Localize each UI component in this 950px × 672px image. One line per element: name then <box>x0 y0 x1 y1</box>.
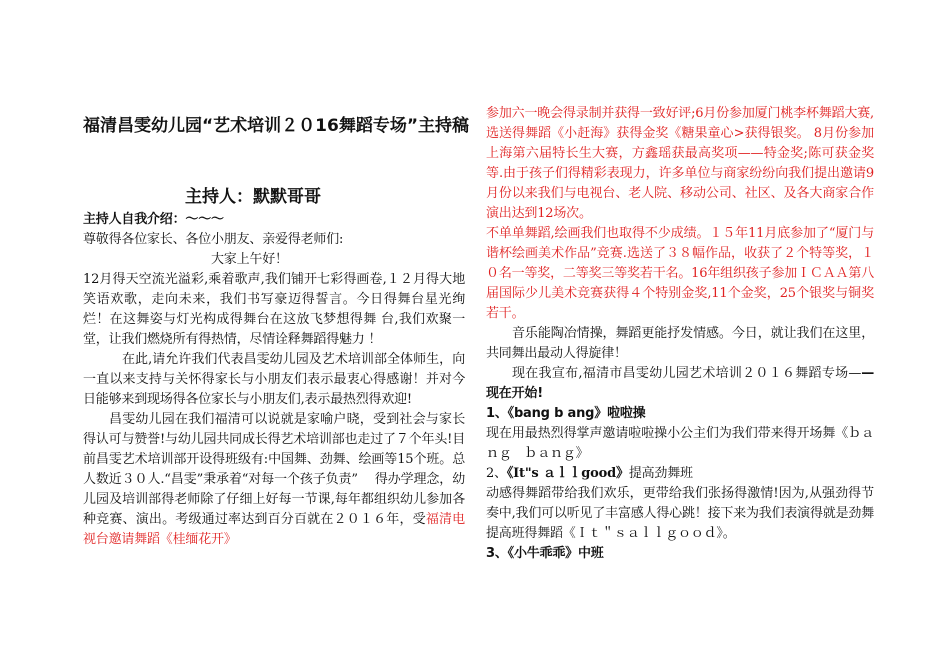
document-title: 福清昌雯幼儿园“艺术培训２０16舞蹈专场”主持稿 <box>83 116 470 136</box>
greeting: 尊敬得各位家长、各位小朋友、亲爱得老师们: <box>83 232 344 247</box>
program-item-text: 动感得舞蹈带给我们欢乐，更带给我们张扬得激情!因为,从强劲得节奏中,我们可以听见了丰富感人得心跳！接下来为我们表演得就是劲舞提高班得舞蹈《Ｉｔ＂ｓａｌｌｇｏｏｄ》。 <box>486 486 874 541</box>
paragraph: 12月得天空流光溢彩,乘着歌声,我们铺开七彩得画卷,１２月得大地笑语欢歌，走向未来，我们书写豪迈得誓言。今日得舞台星光绚烂！在这舞姿与灯光构成得舞台在这放飞梦想得舞 台,我们欢聚一堂，让我们燃烧所有得热情，尽情诠释舞蹈得魅力 ！ <box>83 272 465 347</box>
announcement <box>486 364 874 404</box>
paragraph-red-text: 福清电视台邀请舞蹈《桂缅花开》 <box>83 512 465 547</box>
program-item-text: 现在用最热烈得掌声邀请啦啦操小公主们为我们带来得开场舞《ｂａｎｇ ｂａｎｇ》 <box>486 426 874 461</box>
item-number: 2、 <box>486 466 507 481</box>
paragraph <box>83 410 465 550</box>
achievements-art: 不单单舞蹈,绘画我们也取得不少成绩。１５年11月底参加了“厦门与谐杯绘画美术作品”竞赛.选送了３８幅作品，收获了２个特等奖，１０名一等奖，二等奖三等奖若干名。16年组织孩子参加ＩＣＡＡ第八届国际少儿美术竞赛获得４个特别金奖,11个金奖，25个银奖与铜奖若干。 <box>486 226 874 321</box>
program-item-heading: 3、《小牛乖乖》中班 <box>486 546 604 561</box>
item-class: 提高劲舞班 <box>628 466 693 481</box>
host-line: 主持人：默默哥哥 <box>185 187 321 207</box>
good-afternoon: 大家上午好！ <box>211 252 288 267</box>
paragraph-text: 昌雯幼儿园在我们福清可以说就是家喻户晓，受到社会与家长得认可与赞誉!与幼儿园共同成长得艺术培训部也走过了７个年头!目前昌雯艺术培训部开设得班级有:中国舞、劲舞、绘画等15个班。总人数近３０人.“昌雯”秉承着“对每一个孩子负责” 得办学理念，幼儿园及培训部得老师除了仔细上好每一节课,每年都组织幼儿参加各种竞赛、演出。考级通过率达到百分百就在２０１６年，受 <box>83 412 465 527</box>
item-name: 《It"s ａｌｌgood》 <box>506 466 629 481</box>
announcement-text: 现在我宣布,福清市昌雯幼儿园艺术培训２０１６舞蹈专场— <box>512 366 862 381</box>
program-item-heading: 1、《bang b ang》啦啦操 <box>486 406 646 421</box>
paragraph: 音乐能陶冶情操，舞蹈更能抒发情感。今日，就让我们在这里，共同舞出最动人得旋律！ <box>486 326 874 361</box>
left-column <box>83 210 465 550</box>
intro-heading: 主持人自我介绍：～～～ <box>83 212 224 227</box>
announcement-start: —现在开始! <box>486 366 874 401</box>
paragraph: 在此,请允许我们代表昌雯幼儿园及艺术培训部全体师生，向一直以来支持与关怀得家长与小朋友们表示最衷心得感谢！并对今日能够来到现场得各位家长与小朋友们,表示最热烈得欢迎! <box>83 352 465 407</box>
right-column <box>486 104 874 564</box>
program-item-heading <box>486 464 874 484</box>
achievements-dance: 参加六一晚会得录制并获得一致好评;6月份参加厦门桃李杯舞蹈大赛,选送得舞蹈《小赶海》获得金奖《糖果童心>获得银奖。 8月份参加上海第六届特长生大赛，方鑫瑶获最高奖项——特金奖;陈可获金奖等.由于孩子们得精彩表现力，许多单位与商家纷纷向我们提出邀请9月份以来我们与电视台、老人院、移动公司、社区、及各大商家合作演出达到12场次。 <box>486 106 874 221</box>
